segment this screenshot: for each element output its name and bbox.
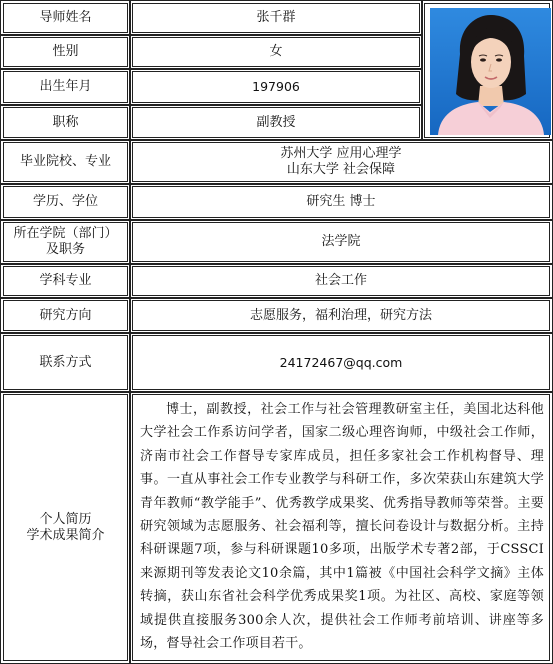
value-title-text: 副教授 <box>256 114 296 130</box>
value-school-line2: 山东大学 社会保障 <box>286 162 396 177</box>
value-discipline-text: 社会工作 <box>314 273 367 288</box>
label-degree <box>0 183 131 221</box>
value-birth <box>129 68 423 106</box>
label-college-line1: 所在学院（部门） <box>13 226 118 241</box>
label-research <box>0 297 131 334</box>
label-bio-line1: 个人简历 <box>39 511 92 527</box>
label-gender <box>0 34 131 70</box>
label-college <box>0 219 131 265</box>
label-title <box>0 104 131 141</box>
label-contact-text: 联系方式 <box>39 354 92 370</box>
value-college <box>129 219 553 265</box>
label-degree-text: 学历、学位 <box>32 194 98 209</box>
bio-text: 博士，副教授，社会工作与社会管理教研室主任，美国北达科他大学社会工作系访问学者，国家二级心理咨询师，中级社会工作师，济南市社会工作督导专家库成员，担任多家社会工作机构督导、理事。一直从事社会工作专业教学与科研工作，多次荣获山东建筑大学青年教师“教学能手”、优秀教学成果奖、优秀指导教师等荣誉。主要研究领域为志愿服务、社会福利等，擅长问卷设计与数据分析。主持科研课题7项，参与科研课题10多项，出版学术专著2部，于CSSCI来源期刊等发表论文10余篇，其中1篇被《中国社会科学文摘》主体转摘，获山东省社会科学优秀成果奖1项。为社区、高校、家庭等领域提供直接服务300余人次，提供社会工作师考前培训、讲座等多场，督导社会工作项目若干。 <box>140 402 544 652</box>
label-birth-text: 出生年月 <box>39 79 92 94</box>
value-school-line1: 苏州大学 应用心理学 <box>280 146 402 161</box>
value-discipline <box>129 263 553 299</box>
label-school <box>0 139 131 185</box>
label-gender-text: 性别 <box>52 44 79 59</box>
value-degree-text: 研究生 博士 <box>306 194 376 209</box>
email-link[interactable]: 24172467@qq.com <box>279 354 403 370</box>
label-discipline-text: 学科专业 <box>39 273 92 288</box>
label-contact <box>0 332 131 393</box>
label-discipline <box>0 263 131 299</box>
value-name <box>129 0 423 36</box>
label-name <box>0 0 131 36</box>
label-birth <box>0 68 131 106</box>
value-bio <box>129 391 553 664</box>
value-college-text: 法学院 <box>321 234 361 249</box>
label-title-text: 职称 <box>52 114 79 130</box>
portrait-photo <box>430 8 551 135</box>
value-school <box>129 139 553 185</box>
value-gender-text: 女 <box>269 44 283 59</box>
label-bio <box>0 391 131 664</box>
label-name-text: 导师姓名 <box>39 10 92 25</box>
value-research-text: 志愿服务，福利治理，研究方法 <box>249 307 432 323</box>
value-contact <box>129 332 553 393</box>
label-college-line2: 及职务 <box>45 242 85 257</box>
value-degree <box>129 183 553 221</box>
label-research-text: 研究方向 <box>39 307 92 323</box>
label-school-text: 毕业院校、专业 <box>19 154 111 169</box>
photo-cell <box>421 0 553 141</box>
portrait-icon <box>430 8 551 135</box>
value-name-text: 张千群 <box>256 10 296 25</box>
label-bio-line2: 学术成果简介 <box>26 527 105 543</box>
value-research <box>129 297 553 334</box>
value-title <box>129 104 423 141</box>
value-gender <box>129 34 423 70</box>
value-birth-text: 197906 <box>252 79 300 94</box>
